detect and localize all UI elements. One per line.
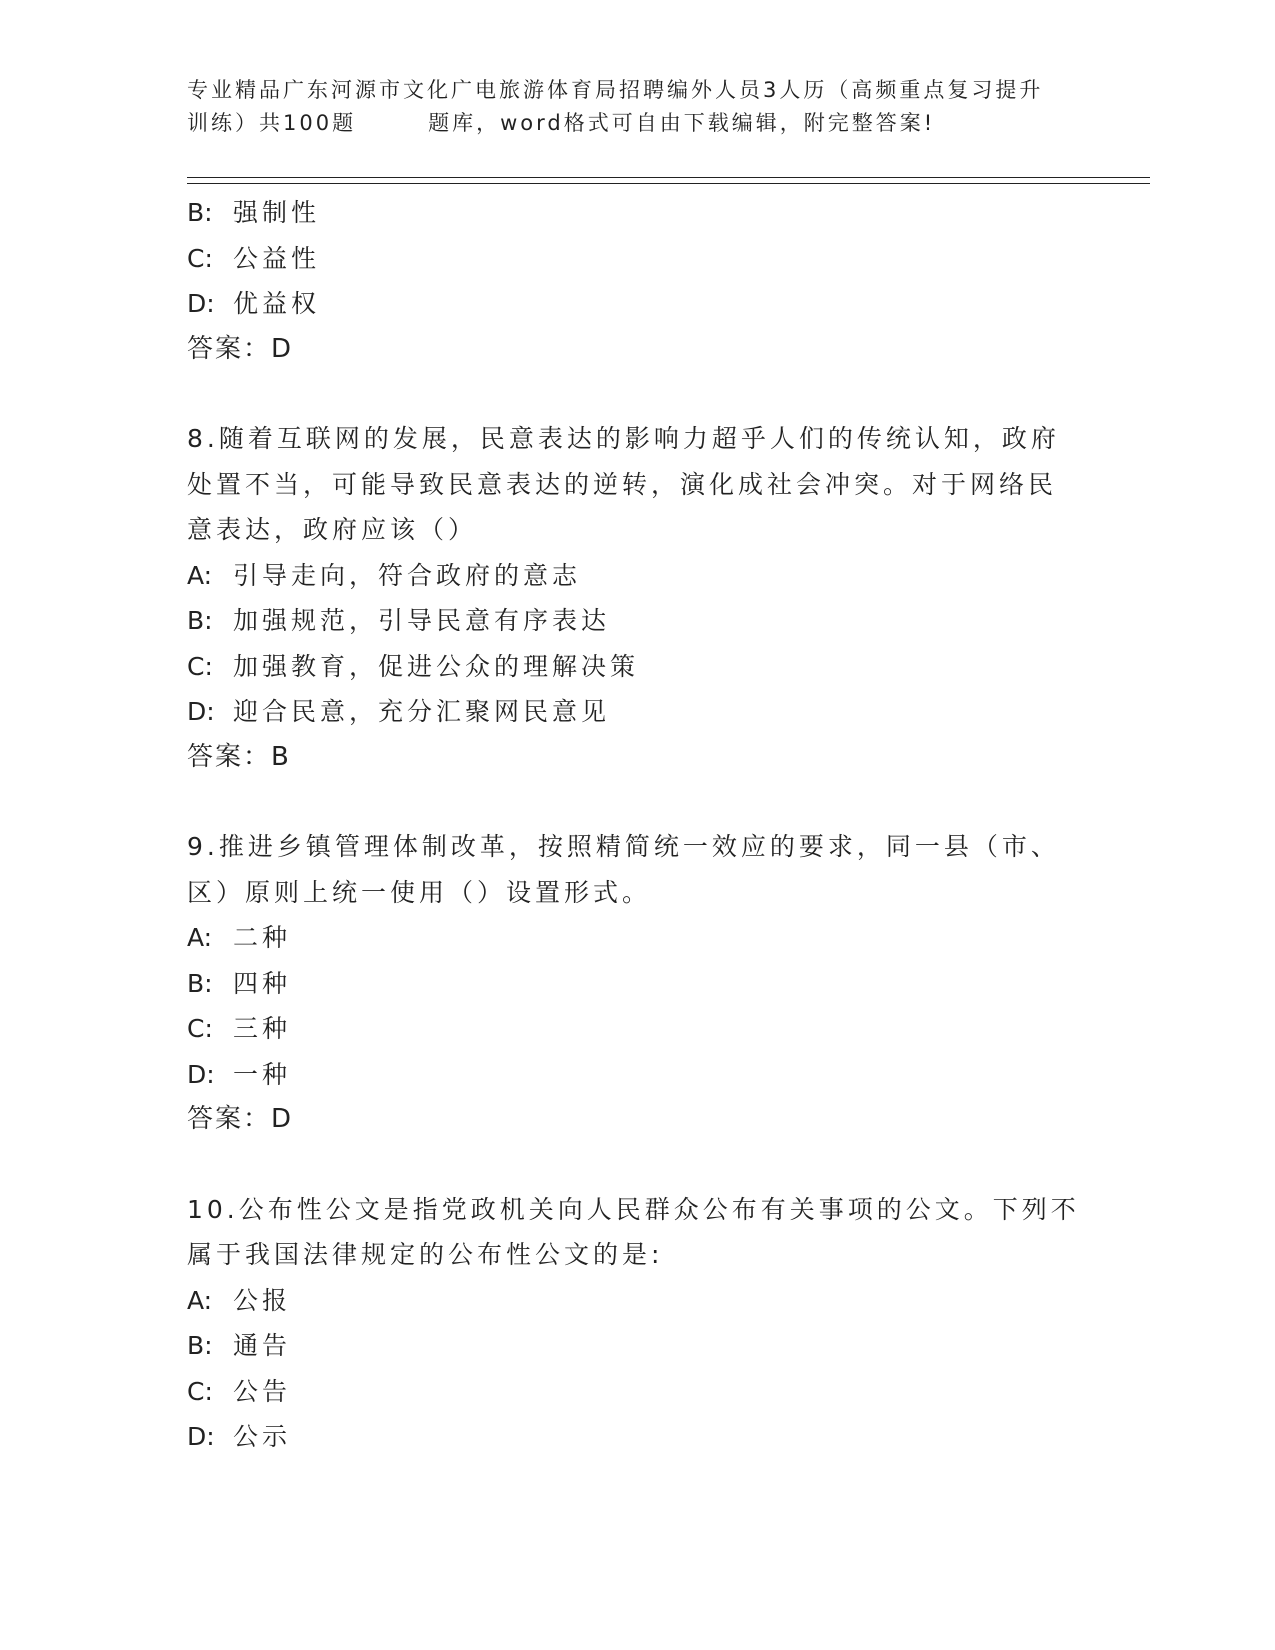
option-label: D: [187,289,215,318]
option-label: C: [187,243,213,273]
option-text: 二种 [233,923,292,952]
option-row [187,915,1087,961]
option-text: 引导走向，符合政府的意志 [233,560,582,590]
option-text: 公报 [233,1285,292,1315]
option-row [187,644,1087,690]
answer-line: 答案：B [187,741,291,772]
option-row [187,598,1087,644]
option-label: D: [187,697,215,726]
question-7-continued [187,190,1087,372]
stem-line: 处置不当，可能导致民意表达的逆转，演化成社会冲突。对于网络民 [187,469,1058,499]
question-stem [187,824,1087,915]
option-text: 公告 [233,1376,292,1406]
header-divider-bottom [187,183,1150,184]
question-9 [187,824,1087,1143]
option-label: A: [187,560,213,590]
option-row [187,961,1087,1007]
option-text: 优益权 [233,289,321,318]
option-row [187,236,1087,282]
option-text: 迎合民意，充分汇聚网民意见 [233,697,611,726]
option-text: 加强规范，引导民意有序表达 [233,606,611,635]
option-text: 四种 [233,968,292,998]
option-label: B: [187,198,213,227]
option-row [187,281,1087,327]
answer-line: 答案：D [187,1104,294,1134]
option-label: D: [187,1422,215,1451]
option-text: 公示 [233,1422,292,1451]
stem-line: 属于我国法律规定的公布性公文的是: [187,1240,664,1269]
option-label: A: [187,1285,213,1315]
option-label: B: [187,1331,213,1360]
option-text: 公益性 [233,243,321,273]
stem-line: 10.公布性公文是指党政机关向人民群众公布有关事项的公文。下列不 [187,1194,1080,1224]
option-row [187,553,1087,599]
option-label: C: [187,1376,213,1406]
option-label: D: [187,1059,215,1089]
option-label: B: [187,606,213,635]
option-text: 加强教育，促进公众的理解决策 [233,651,640,681]
document-header [187,74,1087,140]
question-8 [187,416,1087,780]
option-label: B: [187,968,213,998]
header-divider-top [187,177,1150,178]
option-row [187,1278,1087,1324]
option-label: C: [187,1014,213,1043]
header-line-2-part-2: 题库，word格式可自由下载编辑，附完整答案! [428,111,936,135]
question-stem [187,1187,1087,1278]
option-row [187,1006,1087,1052]
question-10 [187,1187,1087,1460]
option-row [187,689,1087,735]
header-line-2-part-1: 训练）共100题 [187,111,357,135]
stem-line: 区）原则上统一使用（）设置形式。 [187,877,652,907]
stem-line: 8.随着互联网的发展，民意表达的影响力超乎人们的传统认知，政府 [187,424,1060,453]
header-line-1: 专业精品广东河源市文化广电旅游体育局招聘编外人员3人历（高频重点复习提升 [187,78,1044,102]
answer-line: 答案：D [187,333,294,364]
option-label: C: [187,651,213,681]
option-text: 一种 [233,1059,292,1089]
option-row [187,1369,1087,1415]
header-line-2 [187,107,1087,140]
question-stem [187,416,1087,553]
option-text: 三种 [233,1014,292,1043]
option-row [187,1052,1087,1098]
option-row [187,1414,1087,1460]
option-label: A: [187,923,213,952]
option-text: 强制性 [233,198,321,227]
question-list [187,190,1087,1460]
stem-line: 意表达，政府应该（） [187,515,478,544]
stem-line: 9.推进乡镇管理体制改革，按照精简统一效应的要求，同一县（市、 [187,832,1060,861]
option-row [187,190,1087,236]
option-row [187,1323,1087,1369]
option-text: 通告 [233,1331,292,1360]
